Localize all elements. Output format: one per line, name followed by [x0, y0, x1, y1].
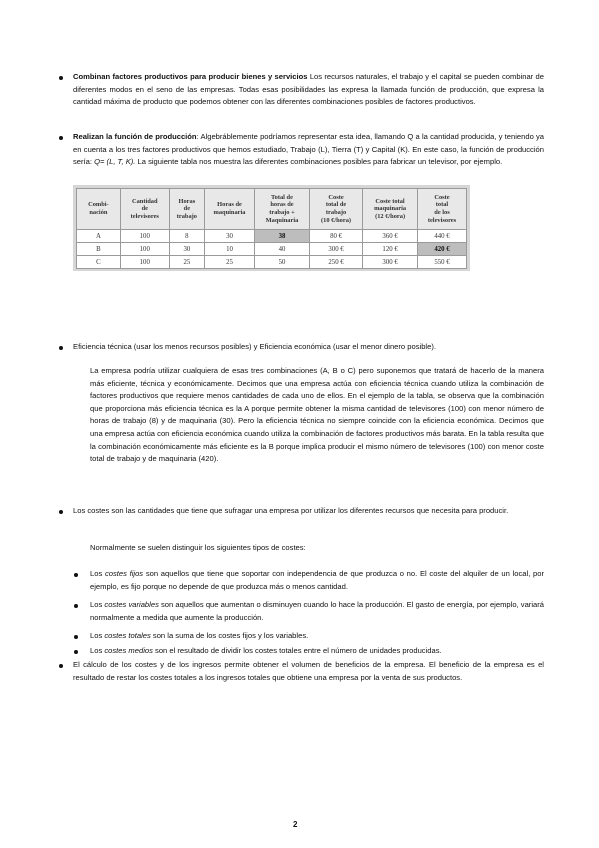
table-cell: 25 — [204, 256, 254, 269]
table-cell: 360 € — [363, 230, 418, 243]
table-cell: 100 — [120, 230, 169, 243]
bullet-dot — [74, 650, 78, 654]
item-text: son el resultado de dividir los costes totales entre el número de unidades producidas. — [152, 646, 442, 655]
bullet-dot — [74, 573, 78, 577]
table-row — [77, 243, 467, 256]
table-cell: 420 € — [417, 243, 466, 256]
table-cell: 300 € — [309, 243, 362, 256]
term: costes medios — [104, 646, 153, 655]
production-table-frame — [73, 185, 470, 271]
item-text: son aquellos que tiene que soportar con independencia de que produzca o no. El coste del alquiler de un local, por ejemplo, es fijo porque no depende de que produzca más o menos cantidad. — [90, 569, 544, 591]
table-cell: 25 — [169, 256, 204, 269]
item-text: Los — [90, 631, 105, 640]
item-text: son la suma de los costes fijos y los variables. — [150, 631, 309, 640]
table-cell: 550 € — [417, 256, 466, 269]
item-text: Los — [90, 600, 105, 609]
bullet-dot — [59, 136, 63, 140]
table-header-cell: Horas de maquinaria — [204, 189, 254, 230]
item-text: Los — [90, 646, 105, 655]
table-cell: A — [77, 230, 121, 243]
table-header-cell: Coste total de los televisores — [417, 189, 466, 230]
table-row — [77, 230, 467, 243]
table-cell: B — [77, 243, 121, 256]
bold-lead: Realizan la función de producción — [73, 132, 197, 141]
table-body — [77, 230, 467, 269]
production-table — [76, 188, 467, 269]
page-number: 2 — [293, 820, 298, 829]
table-row — [77, 256, 467, 269]
table-header-row — [77, 189, 467, 230]
table-header-cell: Total de horas de trabajo + Maquinaria — [255, 189, 310, 230]
table-cell: 40 — [255, 243, 310, 256]
table-header-cell: Coste total maquinaria (12 €/hora) — [363, 189, 418, 230]
term: costes fijos — [104, 569, 144, 578]
table-cell: 100 — [120, 243, 169, 256]
paragraph-text: La siguiente tabla nos muestra las diferentes combinaciones posibles para fabricar un televisor, por ejemplo. — [135, 157, 503, 167]
table-cell: 30 — [169, 243, 204, 256]
table-header-cell: Coste total de trabajo (10 €/hora) — [309, 189, 362, 230]
bullet-dot — [74, 635, 78, 639]
costs-intro: Los costes son las cantidades que tiene que sufragar una empresa por utilizar los diferentes recursos que necesita para producir. — [73, 506, 509, 515]
table-cell: 50 — [255, 256, 310, 269]
paragraph-text: : Algebráblemente podríamos representar esta idea, llamando Q a la cantidad producida, y teniendo ya en cuenta a los tres factores productivos que hemos estudiado, Trabajo (L), Tierra (T) y Capital (K). En este caso, la función de producción sería: — [73, 132, 545, 167]
formula: Q= (L, T, K). — [94, 157, 136, 167]
average-costs-item — [90, 645, 544, 658]
bullet-dot — [74, 604, 78, 608]
paragraph-production-factors — [73, 71, 544, 109]
variable-costs-item — [90, 599, 544, 624]
paragraph-text: Los recursos naturales, el trabajo y el capital se pueden combinar de diferentes modos en el seno de las empresas. Todas esas posibilidades las expresa la llamada función de producción, que expresa la cantidad máxima de producto que podemos obtener con las diferentes combinaciones posibles de factores productivos. — [73, 72, 544, 107]
efficiency-title: Eficiencia técnica (usar los menos recursos posibles) y Eficiencia económica (usar el menor dinero posible). — [73, 342, 436, 351]
table-cell: 100 — [120, 256, 169, 269]
costs-types-intro: Normalmente se suelen distinguir los siguientes tipos de costes: — [90, 543, 306, 552]
term: costes variables — [104, 600, 159, 609]
table-cell: 250 € — [309, 256, 362, 269]
bullet-dot — [59, 76, 63, 80]
table-cell: 300 € — [363, 256, 418, 269]
total-costs-item — [90, 630, 544, 643]
benefit-paragraph: El cálculo de los costes y de los ingresos permite obtener el volumen de beneficios de la empresa. El beneficio de la empresa es el resultado de restar los costes totales a los ingresos totales que obtiene una empresa por la venta de sus productos. — [73, 660, 544, 682]
table-cell: C — [77, 256, 121, 269]
table-header-cell: Cantidad de televisores — [120, 189, 169, 230]
table-cell: 440 € — [417, 230, 466, 243]
bold-lead: Combinan factores productivos para producir bienes y servicios — [73, 72, 308, 81]
table-header-cell: Horas de trabajo — [169, 189, 204, 230]
table-cell: 10 — [204, 243, 254, 256]
bullet-dot — [59, 664, 63, 668]
table-cell: 80 € — [309, 230, 362, 243]
table-cell: 30 — [204, 230, 254, 243]
fixed-costs-item — [90, 568, 544, 593]
table-header-cell: Combi- nación — [77, 189, 121, 230]
table-cell: 8 — [169, 230, 204, 243]
paragraph-production-function — [73, 131, 544, 169]
efficiency-paragraph: La empresa podría utilizar cualquiera de esas tres combinaciones (A, B o C) pero suponemos que tratará de hacerlo de la manera más eficiente, técnica y económicamente. Decimos que una empresa actúa con eficiencia técnica cuando utiliza la combinación de factores productivos que requiere menos cantidades de cada uno de ellos. En el ejemplo de la tabla, se observa que la combinación que proporciona más eficiencia técnica es la A porque permite obtener la misma cantidad de televisores (100) con menor número de horas de trabajo (8) y de maquinaria (30). Pero la eficiencia técnica no siempre coincide con la eficiencia económica. Decimos que una empresa actúa con eficiencia económica cuando utiliza la combinación de factores productivos más barata. En la tabla resulta que la combinación económicamente más eficiente es la B porque implica producir el mismo número de televisores (100) con menor coste total de trabajo y de maquinaria (420). — [90, 366, 544, 464]
table-cell: 38 — [255, 230, 310, 243]
item-text: Los — [90, 569, 105, 578]
table-cell: 120 € — [363, 243, 418, 256]
bullet-dot — [59, 346, 63, 350]
bullet-dot — [59, 510, 63, 514]
term: costes totales — [104, 631, 151, 640]
item-text: son aquellos que aumentan o disminuyen cuando lo hace la producción. El gasto de energía, por ejemplo, variará normalmente a medida que aumente la producción. — [90, 600, 544, 622]
